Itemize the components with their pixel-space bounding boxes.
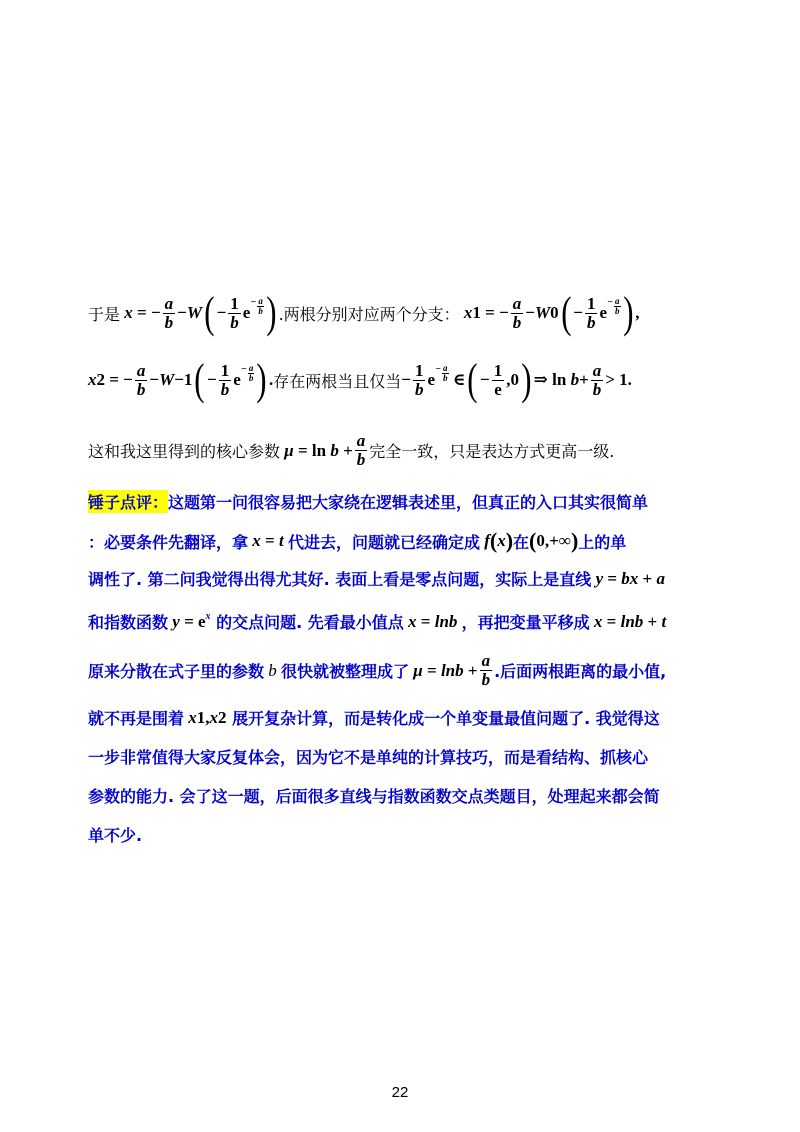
- comment-line-9: 单不少.: [88, 826, 143, 845]
- comment-line-2: ：必要条件先翻译，拿 x = t 代进去，问题就已经确定成 f ( x ) 在 ( 0,+∞ ) 上的单: [88, 528, 627, 553]
- comment-line-1: 锤子点评： 这题第一问很容易把大家绕在逻辑表述里，但真正的入口其实很简单: [88, 490, 760, 513]
- page-number: 22: [391, 1084, 409, 1101]
- comment-line-5: 原来分散在式子里的参数 b 很快就被整理成了 μ = lnb + $\frac{a}{b}$ .后面两根距离的最小值,: [88, 651, 667, 689]
- comment-line-3: 调性了. 第二问我觉得出得尤其好. 表面上看是零点问题，实际上是直线 y = bx + a: [88, 568, 665, 589]
- text-line-3: 这和我这里得到的核心参数 μ = ln b + $\frac{a}{b}$ 完全一致，只是表达方式更高一级.: [88, 431, 615, 469]
- formula-line-1: 于是 x = − $\frac{a}{b}$ − W ( − $\frac{1}{b}$ e − a b ) .两根分别对应两个分支： x 1 = − $\frac{a}{b}$ − W 0 ( − $\frac{1}{b}$ e − a b ) ,: [88, 288, 640, 337]
- formula-line-2: x 2 = − $\frac{a}{b}$ − W −1 ( − $\frac{1}{b}$ e − a b ) . 存在两根当且仅当 − $\frac{1}{b}$ e − a b ∈ ( − $\frac{1}{e}$ ,0 ) ⇒ ln b + $\frac{a}{b}$ > 1.: [88, 355, 632, 404]
- comment-label: 锤子点评：: [88, 490, 168, 513]
- comment-line-8: 参数的能力. 会了这一题，后面很多直线与指数函数交点类题目，处理起来都会简: [88, 787, 660, 806]
- comment-line-6: 就不再是围着 x 1 , x 2 展开复杂计算，而是转化成一个单变量最值问题了. 我觉得这: [88, 707, 660, 728]
- comment-line-7: 一步非常值得大家反复体会，因为它不是单纯的计算技巧，而是看结构、抓核心: [88, 748, 649, 767]
- comment-line-4: 和指数函数 y = e x 的交点问题. 先看最小值点 x = lnb ，再把变量平移成 x = lnb + t: [88, 611, 667, 632]
